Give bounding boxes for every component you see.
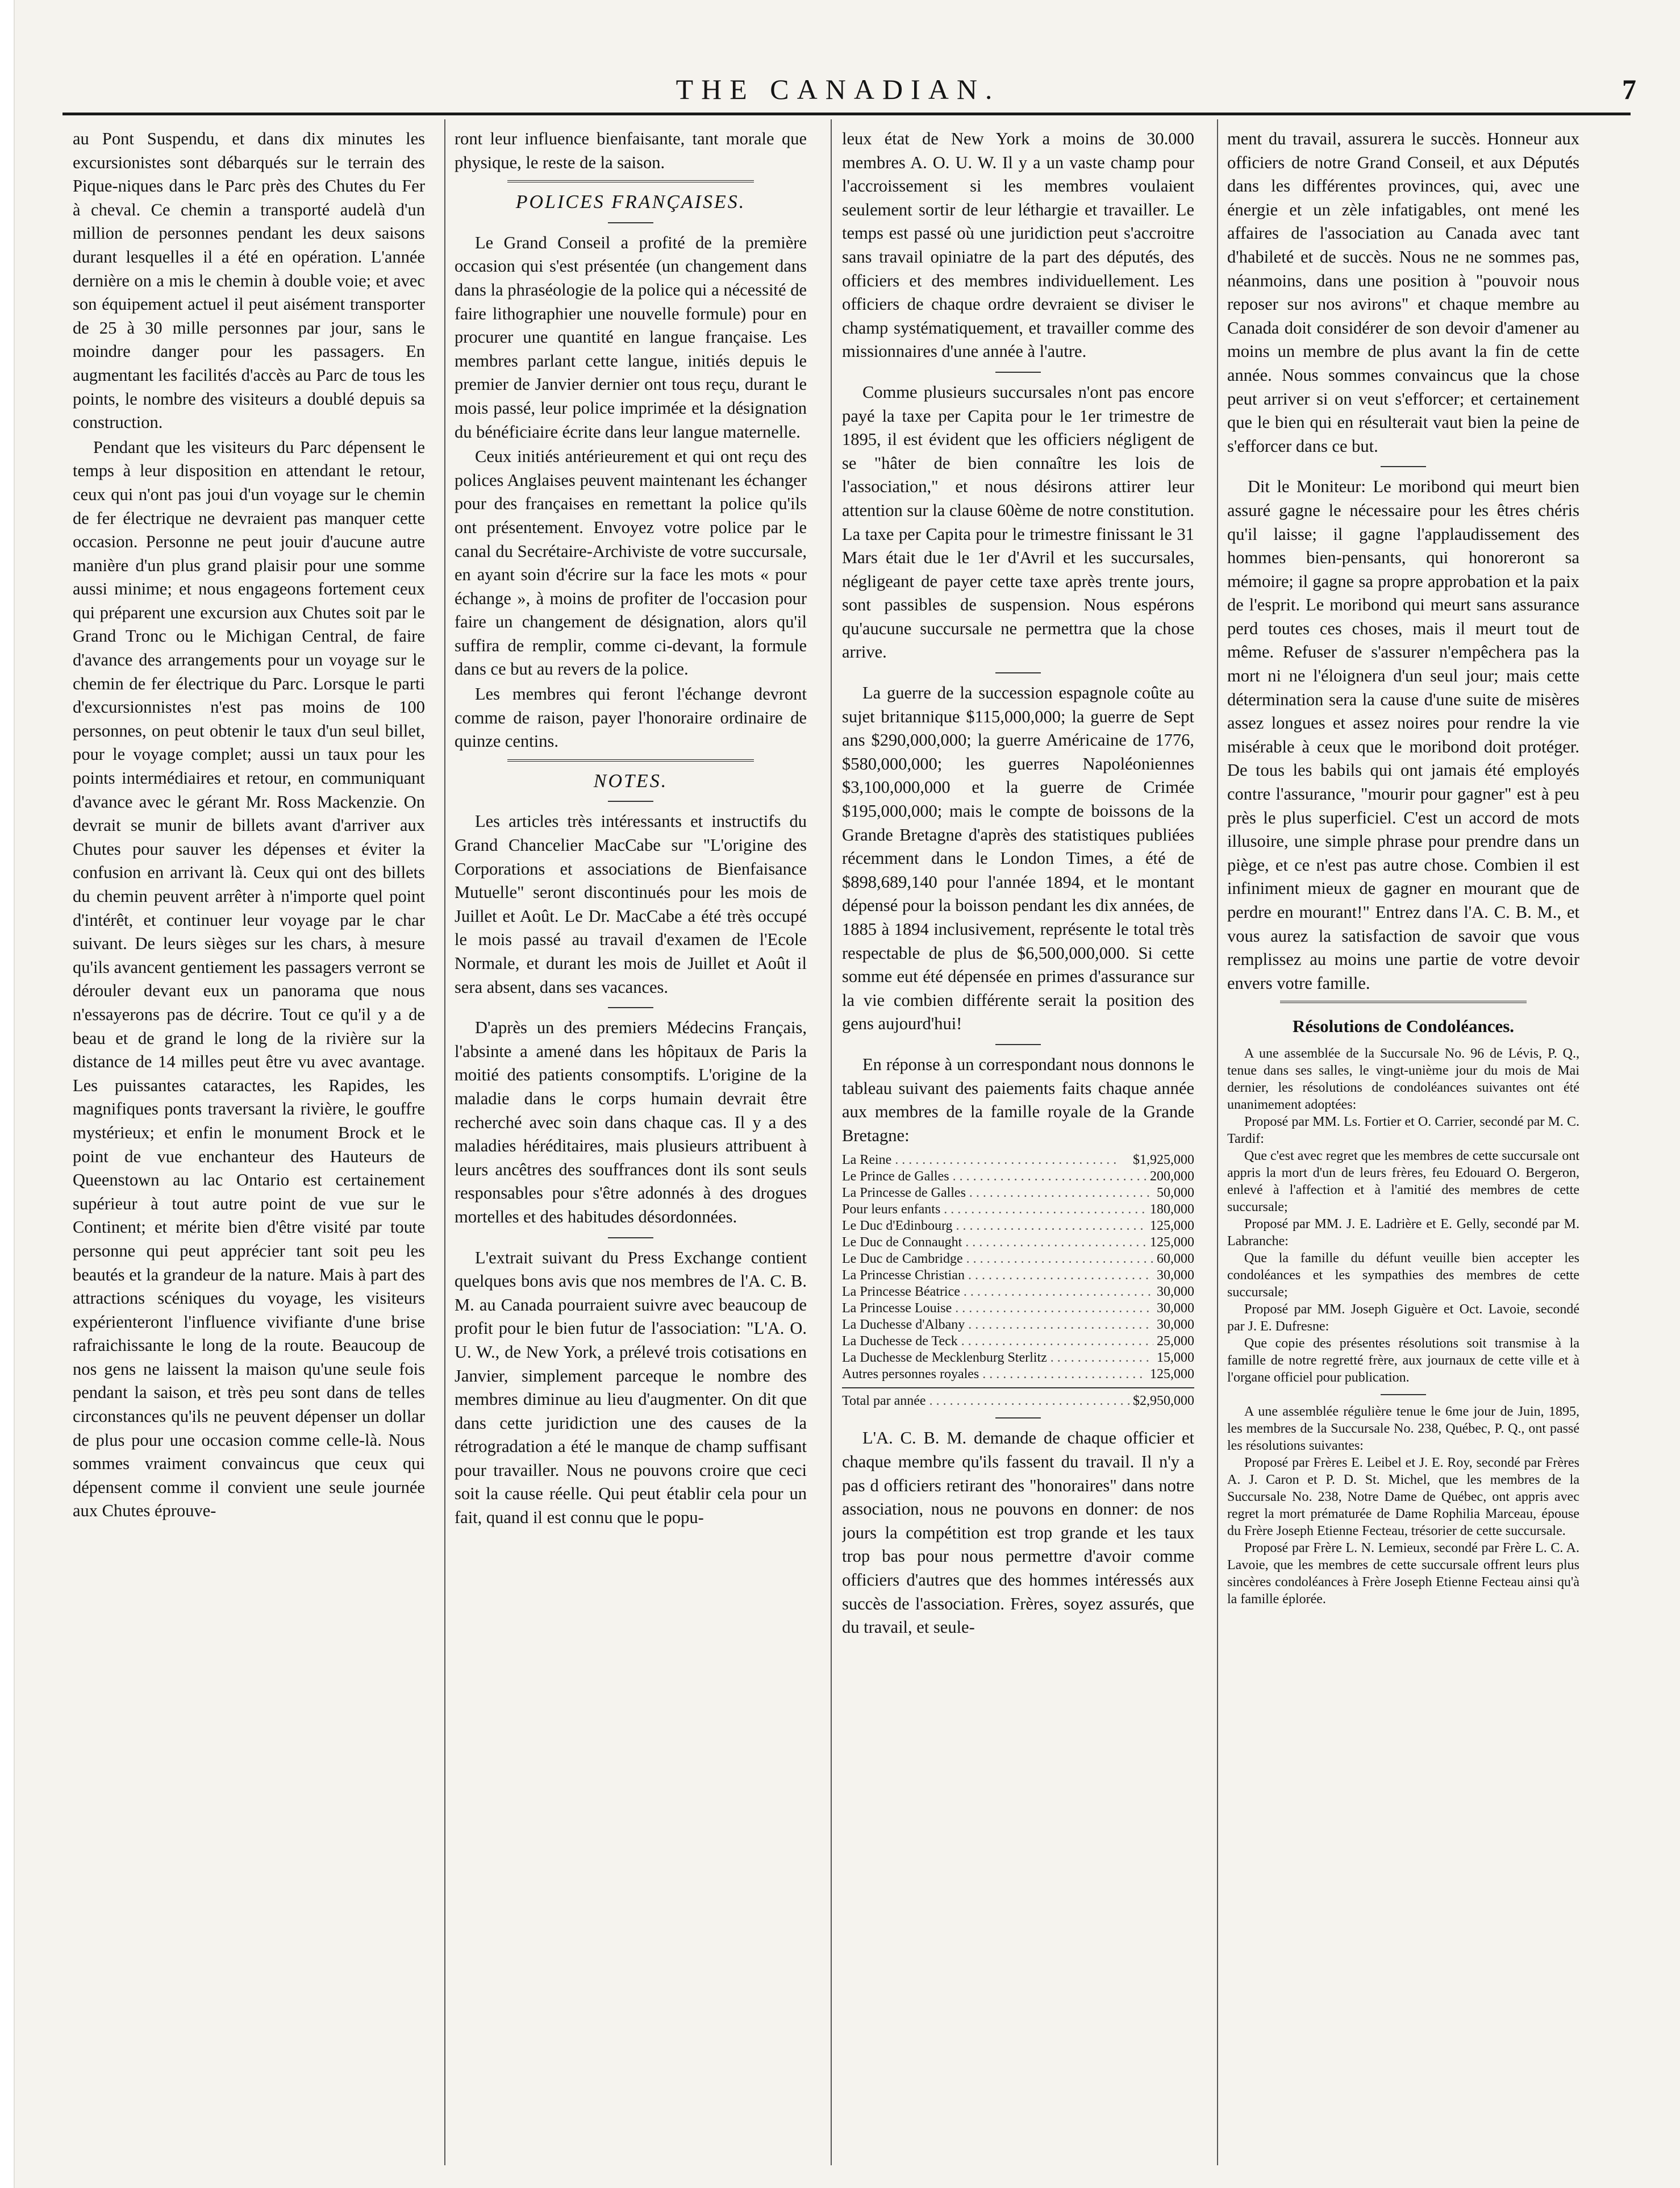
table-row	[842, 1234, 1194, 1251]
page-header	[34, 73, 1642, 113]
royal-amount: 30,000	[1157, 1317, 1194, 1333]
short-rule	[608, 1237, 653, 1238]
scan-edge	[0, 0, 15, 2188]
section-rule	[507, 759, 754, 764]
royal-name: Le Duc de Cambridge . . .	[842, 1251, 1153, 1267]
paragraph: Pendant que les visiteurs du Parc dépensent le temps à leur disposition en attendant le retour, ceux qui n'ont pas joui d'un voyage sur le chemin de fer électrique ne devraient pas manquer cette occasion. Personne ne peut jouir d'aucune autre manière d'un plus grand plaisir pour une somme aussi minime; et nous engageons fortement ceux qui préparent une excursion aux Chutes soit par le Grand Tronc ou le Michigan Central, de faire d'avance des arrangements pour un voyage sur le chemin de fer électrique du Parc. Lorsque le parti d'excursionnistes n'est pas moins de 100 personnes, on peut obtenir le taux d'un seul billet, pour le voyage complet; aussi un taux pour les points intermédiaires et retour, en communiquant d'avance avec le gérant Mr. Ross Mackenzie. On devrait se munir de billets avant d'arriver aux Chutes pour sauver les dépenses et éviter la confusion en arrivant là. Ceux qui ont des billets du chemin peuvent arrêter à n'importe quel point d'intérêt, et continuer leur voyage par le char suivant. De leurs sièges sur les chars, à mesure qu'ils avancent gentiement les passagers verront se dérouler devant eux un panorama que nous n'essayerons pas de décrire. Tout ce qu'il y a de beau et de grand le long de la rivière sur la distance de 14 milles peut être vu avec avantage. Les puissantes cataractes, les Rapides, les magnifiques ponts traversant la rivière, le gouffre mystérieux; et enfin le monument Brock et le point de vue enchanteur des Hauteurs de Queenstown au lac Ontario est certainement supérieur à tout autre point de vue sur le Continent; et mérite bien d'être visité par toute personne qui peut apprécier tant soit peu les beautés et la grandeur de la nature. Mais à part des attractions scéniques du voyage, les visiteurs expérienteront l'influence vivifiante d'une brise rafraichissante le long de la route. Beaucoup de nos gens ne laissent la maison qu'une seule fois pendant la saison, et très peu sont dans de telles circonstances qu'ils ne peuvent dépenser un dollar de plus pour une occasion comme celle-là. Nous sommes vraiment convaincus que ceux qui dépensent comme il convient une seule journée aux Chutes éprouve-	[73, 437, 425, 1521]
royal-name: Le Duc de Connaught . . .	[842, 1234, 1147, 1251]
short-rule	[608, 1007, 653, 1008]
short-rule	[995, 1044, 1041, 1045]
section-rule	[507, 180, 754, 185]
condolence-text: Proposé par MM. J. E. Ladrière et E. Gelly, secondé par M. Labranche:	[1227, 1216, 1579, 1249]
table-row	[842, 1317, 1194, 1333]
paragraph: Dit le Moniteur: Le moribond qui meurt bien assuré gagne le nécessaire pour les êtres chéris qu'il laisse; il gagne l'applaudissement des hommes bien-pensants, qui honoreront sa mémoire; il gagne sa propre approbation et la paix de l'esprit. Le moribond qui meurt sans assurance perd toutes ces choses, mais il meurt tout de même. Refuser de s'assurer n'empêchera pas la mort ni ne l'éloignera d'un seul jour; mais cette détermination sera la cause d'une suite de misères assez longues et assez noires pour rendre la vie misérable à ceux que le moribond doit protéger. De tous les babils qui ont jamais été employés contre l'assurance, "mourir pour gagner" est à peu près le plus superficiel. C'est un accord de mots illusoire, une simple phrase pour prendre dans un piège, et ce n'est pas autre chose. Combien il est infiniment mieux de gagner en mourant que de perdre en mourant!" Entrez dans l'A. C. B. M., et vous aurez la satisfaction de savoir que vous remplissez au moins une partie de votre devoir envers votre famille.	[1227, 477, 1579, 993]
section-title-polices: POLICES FRANÇAISES.	[515, 192, 746, 213]
table-row	[842, 1185, 1194, 1201]
royal-amount: 200,000	[1150, 1169, 1194, 1184]
table-row	[842, 1267, 1194, 1284]
royal-name: Le Duc d'Edinbourg . . .	[842, 1218, 1147, 1234]
column-divider	[831, 119, 832, 2165]
table-row	[842, 1350, 1194, 1366]
short-rule	[995, 372, 1041, 373]
royal-name: La Duchesse de Teck . . .	[842, 1333, 1153, 1350]
paragraph: Les articles très intéressants et instructifs du Grand Chancelier MacCabe sur "L'origine des Corporations et associations de Bienfaisance Mutuelle" seront discontinués pour les mois de Juillet et Août. Le Dr. MacCabe a été très occupé le mois passé au travail d'examen de l'Ecole Normale, et durant les mois de Juillet et Août il sera absent, dans ses vacances.	[455, 812, 807, 997]
royal-name: La Princesse Béatrice . . .	[842, 1284, 1153, 1300]
table-row	[842, 1251, 1194, 1267]
royal-amount: 60,000	[1157, 1251, 1194, 1267]
royal-amount: $1,925,000	[1133, 1153, 1194, 1168]
short-rule	[1381, 1394, 1426, 1395]
royal-amount: 30,000	[1157, 1284, 1194, 1300]
section-rule	[1280, 1001, 1527, 1005]
condolences-title: Résolutions de Condoléances.	[1292, 1016, 1515, 1037]
condolence-text: Que c'est avec regret que les membres de cette succursale ont appris la mort d'un de leurs frères, feu Edouard O. Bergeron, enlevé à l'affection et à l'amitié des membres de cette succursale;	[1227, 1148, 1579, 1214]
short-rule	[995, 672, 1041, 673]
table-row	[842, 1152, 1194, 1168]
paragraph: Comme plusieurs succursales n'ont pas encore payé la taxe per Capita pour le 1er trimestre de 1895, il est évident que les officiers négligent de se "hâter de bien connaître les lois de l'association," et nous désirons attirer leur attention sur la clause 60ème de notre constitution. La taxe per Capita pour le trimestre finissant le 31 Mars était due le 1er d'Avril et les succursales, négligeant de payer cette taxe après trente jours, sont passibles de suspension. Nous espérons qu'aucune succursale ne permettra que la chose arrive.	[842, 382, 1194, 662]
paragraph: D'après un des premiers Médecins Français, l'absinte a amené dans les hôpitaux de Paris la moitié des patients consomptifs. L'origine de la maladie dans le corps humain devrait être recherché avec soin dans chaque cas. Il y a des maladies héréditaires, mais plusieurs attribuent à leurs ancêtres des souffrances dont ils sont seuls responsables pour s'être adonnés à des drogues mortelles et des habitudes désordonnées.	[455, 1018, 807, 1226]
royal-name: La Reine . . .	[842, 1152, 1116, 1168]
short-rule	[1381, 466, 1426, 467]
royal-amount: 30,000	[1157, 1268, 1194, 1283]
paragraph: ront leur influence bienfaisante, tant morale que physique, le reste de la saison.	[455, 129, 807, 172]
column-4	[1227, 127, 1579, 2150]
table-row	[842, 1333, 1194, 1350]
royal-name: Le Prince de Galles . . .	[842, 1168, 1147, 1185]
condolences-body	[1227, 1045, 1579, 1608]
royal-amount: 125,000	[1150, 1235, 1194, 1250]
paragraph: Le Grand Conseil a profité de la première occasion qui s'est présentée (un changement dans dans la phraséologie de la police qui a nécessité de faire lithographier une nouvelle formule) pour en procurer une quantité en langue française. Les membres parlant cette langue, initiés depuis le premier de Janvier dernier ont tous reçu, durant le mois passé, leur police imprimée et la désignation du bénéficiaire écrite dans leur langue maternelle.	[455, 232, 807, 442]
column-1	[73, 127, 425, 2150]
royal-amount: 30,000	[1157, 1301, 1194, 1316]
condolence-text: Proposé par Frères E. Leibel et J. E. Roy, secondé par Frères A. J. Caron et P. D. St. Michel, que les membres de la Succursale No. 238, Notre Dame de Québec, ont appris avec regret la mort prématurée de Dame Rophilia Marceau, épouse du Frère Joseph Etienne Fecteau, trésorier de cette succursale.	[1227, 1455, 1579, 1538]
paragraph: Les membres qui feront l'échange devront comme de raison, payer l'honoraire ordinaire de quinze centins.	[455, 684, 807, 751]
condolence-text: Que la famille du défunt veuille bien accepter les condoléances et les sympathies des membres de cette succursale;	[1227, 1250, 1579, 1300]
royal-name: La Princesse Christian . . .	[842, 1267, 1153, 1284]
newspaper-title: THE CANADIAN.	[676, 73, 1001, 105]
royal-amount: 50,000	[1157, 1185, 1194, 1201]
royal-name: Pour leurs enfants . . .	[842, 1201, 1147, 1218]
total-label: Total par année . . .	[842, 1393, 1129, 1409]
condolence-text: Que copie des présentes résolutions soit transmise à la famille de notre regretté frère, aux journaux de cette ville et à l'organe officiel pour publication.	[1227, 1336, 1579, 1385]
paragraph: En réponse à un correspondant nous donnons le tableau suivant des paiements faits chaque année aux membres de la famille royale de la Grande Bretagne:	[842, 1054, 1194, 1145]
condolence-text: A une assemblée de la Succursale No. 96 de Lévis, P. Q., tenue dans ses salles, le vingt-unième jour du mois de Mai dernier, les résolutions de condoléances suivantes ont été unanimement adoptées:	[1227, 1046, 1579, 1112]
short-rule	[995, 1417, 1041, 1419]
section-title-notes: NOTES.	[593, 770, 668, 792]
royal-total-row	[842, 1387, 1194, 1409]
table-row	[842, 1218, 1194, 1234]
short-rule	[608, 801, 653, 802]
condolence-text: Proposé par Frère L. N. Lemieux, secondé par Frère L. C. A. Lavoie, que les membres de cette succursale offrent leurs plus sincères condoléances à Frère Joseph Etienne Fecteau ainsi qu'à la famille éplorée.	[1227, 1540, 1579, 1607]
paragraph: L'A. C. B. M. demande de chaque officier et chaque membre qu'ils fassent du travail. Il n'y a pas d officiers retirant des "honoraires" dans notre association, nous ne pouvons en donner: de nos jours la compétition est trop grande et les taux trop bas pour nous permettre d'avoir comme officiers d'autres que des hommes intéressés aux succès de l'association. Frères, soyez assurés, que du travail, et seule-	[842, 1428, 1194, 1637]
column-3	[842, 127, 1194, 2150]
header-rule	[62, 113, 1631, 115]
royal-amount: 125,000	[1150, 1218, 1194, 1234]
royal-name: La Princesse Louise . . .	[842, 1300, 1153, 1317]
royal-name: La Princesse de Galles . . .	[842, 1185, 1153, 1201]
royal-name: Autres personnes royales . . .	[842, 1366, 1147, 1383]
table-row	[842, 1168, 1194, 1185]
column-divider	[1217, 119, 1218, 2165]
royal-amount: 25,000	[1157, 1334, 1194, 1349]
total-amount: $2,950,000	[1133, 1394, 1194, 1409]
short-rule	[608, 222, 653, 223]
paragraph: au Pont Suspendu, et dans dix minutes les excursionistes sont débarqués sur le terrain des Pique-niques dans le Parc près des Chutes du Fer à cheval. Ce chemin a transporté audelà d'un million de personnes pendant les deux saisons durant lesquelles il a été en opération. L'année dernière on a mis le chemin à double voie; et avec son équipement actuel il peut aisément transporter de 25 à 30 mille personnes par jour, sans le moindre danger pour les passagers. En augmentant les facilités d'accès au Parc de tous les points, le nombre des visiteurs a doublé depuis sa construction.	[73, 129, 425, 432]
paragraph: La guerre de la succession espagnole coûte au sujet britannique $115,000,000; la guerre de Sept ans $290,000,000; la guerre Américaine de 1776, $580,000,000; les guerres Napoléoniennes $3,100,000,000 et la guerre de Crimée $195,000,000; mais le compte de boissons de la Grande Bretagne d'après des statistiques publiées récemment dans le London Times, a été de $898,689,140 pour l'année 1894, et le montant dépensé pour la boisson pendant les dix années, de 1885 à 1894 inclusivement, représente le total très respectable de plus de $6,500,000,000. Si cette somme eut été dépensée en primes d'assurance sur la vie combien différente serait la position des gens aujourd'hui!	[842, 683, 1194, 1034]
column-divider	[444, 119, 445, 2165]
condolence-text: A une assemblée régulière tenue le 6me jour de Juin, 1895, les membres de la Succursale No. 238, Québec, P. Q., ont passé les résolutions suivantes:	[1227, 1404, 1579, 1453]
table-row	[842, 1284, 1194, 1300]
condolence-text: Proposé par MM. Joseph Giguère et Oct. Lavoie, secondé par J. E. Dufresne:	[1227, 1301, 1579, 1334]
royal-amount: 125,000	[1150, 1367, 1194, 1382]
condolence-text: Proposé par MM. Ls. Fortier et O. Carrier, secondé par M. C. Tardif:	[1227, 1114, 1579, 1146]
table-row	[842, 1201, 1194, 1218]
royal-amount: 15,000	[1157, 1350, 1194, 1366]
table-row	[842, 1366, 1194, 1383]
paragraph: ment du travail, assurera le succès. Honneur aux officiers de notre Grand Conseil, et aux Députés dans les différentes provinces, qui, avec une énergie et un zèle infatigables, ont mené les affaires de l'association au Canada avec tant d'habileté et de succès. Nous ne ne sommes pas, néanmoins, dans une position à "pouvoir nous reposer sur nos avirons" et chaque membre au Canada doit considérer de son devoir d'amener au moins un membre de plus avant la fin de cette année. Nous sommes convaincus que la chose peut arriver si on veut s'efforcer; et certainement que le bien qui en résulterait vaut bien la peine de s'efforcer dans ce but.	[1227, 129, 1579, 456]
table-row	[842, 1300, 1194, 1317]
paragraph: L'extrait suivant du Press Exchange contient quelques bons avis que nos membres de l'A. C. B. M. au Canada pourraient suivre avec beaucoup de profit pour le bien futur de l'association: "L'A. O. U. W., de New York, a prélevé trois cotisations en Janvier, simplement parceque le nombre des membres diminue au lieu d'augmenter. On dit que dans cette juridiction une des causes de la rétrogradation a été le manque de champ suffisant pour travailler. Nous ne pouvons croire que ceci soit la cause réelle. Qui peut établir cela pour un fait, quand il est connu que le popu-	[455, 1247, 807, 1528]
royal-amount: 180,000	[1150, 1202, 1194, 1217]
page-number: 7	[1622, 73, 1636, 105]
royal-name: La Duchesse d'Albany . . .	[842, 1317, 1153, 1333]
paragraph: Ceux initiés antérieurement et qui ont reçu des polices Anglaises peuvent maintenant les échanger pour des françaises en remettant la police qu'ils ont présentement. Envoyez votre police par le canal du Secrétaire-Archiviste de votre succursale, en ayant soin d'écrire sur la face les mots « pour échange », à moins de profiter de l'occasion pour faire un changement de désignation, alors qu'il suffira de remplir, comme ci-devant, la formule dans ce but au revers de la police.	[455, 447, 807, 679]
paragraph: leux état de New York a moins de 30.000 membres A. O. U. W. Il y a un vaste champ pour l'accroissement si les membres voulaient seulement sortir de leur léthargie et travailler. Le temps est passé où une juridiction peut s'accroitre sans travail opiniatre de la part des députés, des officiers et des membres individuellement. Les officiers de chaque ordre devraient se diviser le champ systématiquement, et travailler comme des missionnaires d'une année à l'autre.	[842, 129, 1194, 361]
column-2	[455, 127, 807, 2150]
royal-name: La Duchesse de Mecklenburg Sterlitz . . .	[842, 1350, 1153, 1366]
royal-payments-table	[842, 1152, 1194, 1383]
